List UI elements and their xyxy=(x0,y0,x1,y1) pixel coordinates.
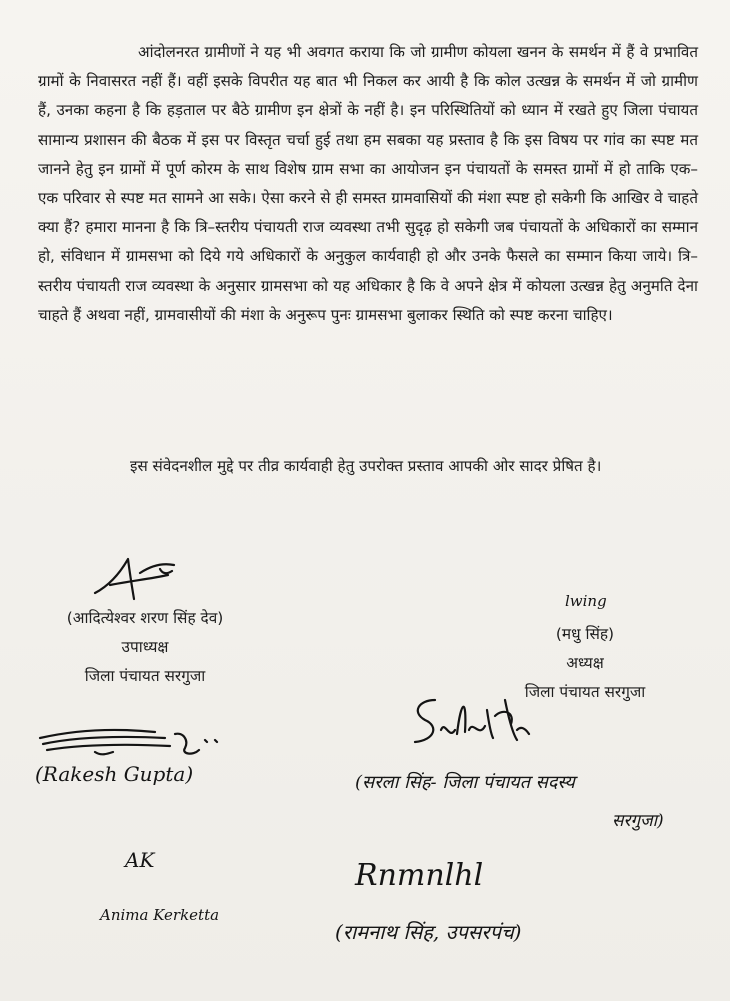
paragraph-1: आंदोलनरत ग्रामीणों ने यह भी अवगत कराया कि जो ग्रामीण कोयला खनन के समर्थन में हैं वे प्रभावित ग्रामों के निवासरत नहीं हैं। वहीं इसके विपरीत यह बात भी निकल कर आयी है कि कोल उत्खन्न के समर्थन में जो ग्रामीण हैं, उनका कहना है कि हड़ताल पर बैठे ग्रामीण इन क्षेत्रों के नहीं है। इन परिस्थितियों को ध्यान में रखते हुए जिला पंचायत सामान्य प्रशासन की बैठक में इस पर विस्तृत चर्चा हुई तथा हम सबका यह प्रस्ताव है कि इस विषय पर गांव का स्पष्ट मत जानने हेतु इन ग्रामों में पूर्ण कोरम के साथ विशेष ग्राम सभा का आयोजन इन पंचायतों के समस्त ग्रामों में हो ताकि एक–एक परिवार से स्पष्ट मत सामने आ सके। ऐसा करने से ही समस्त ग्रामवासियों की मंशा स्पष्ट हो सकेगी कि आखिर वे चाहते क्या हैं? हमारा मानना है कि त्रि–स्तरीय पंचायती राज व्यवस्था तभी सुदृढ़ हो सकेगी जब पंचायतों के अधिकारों का सम्मान हो, संविधान में ग्रामसभा को दिये गये अधिकारों के अनुकुल कार्यवाही हो और उनके फैसले का सम्मान किया जाये। त्रि–स्तरीय पंचायती राज व्यवस्था के अनुसार ग्रामसभा को यह अधिकार है कि वे अपने क्षेत्र में कोयला उत्खन्न हेतु अनुमति देना चाहते हैं अथवा नहीं, ग्रामवासीयों की मंशा के अनुरूप पुनः ग्रामसभा बुलाकर स्थिति को स्पष्ट करना चाहिए। xyxy=(38,43,698,324)
paragraph-2: इस संवेदनशील मुद्दे पर तीव्र कार्यवाही हेतु उपरोक्त प्रस्ताव आपकी ओर सादर प्रेषित है। xyxy=(130,457,602,475)
ramnath-signature: Rnmnlhl xyxy=(355,858,484,893)
ramnath-name: (रामनाथ सिंह, उपसरपंच) xyxy=(335,920,522,944)
vice-president-signature xyxy=(90,555,200,605)
president-name: (मधु सिंह) xyxy=(555,625,615,643)
sarla-name-line1: (सरला सिंह- जिला पंचायत सदस्य xyxy=(355,772,575,793)
letter-body xyxy=(38,38,698,330)
president-office: जिला पंचायत सरगुजा xyxy=(524,683,646,701)
sarla-signature xyxy=(405,690,535,760)
president-signature: lwing xyxy=(565,592,607,610)
sarla-name-line2: सरगुजा) xyxy=(612,811,664,831)
vice-president-office: जिला पंचायत सरगुजा xyxy=(84,667,206,685)
rakesh-signature xyxy=(35,718,225,763)
vice-president-name: (आदित्येश्वर शरण सिंह देव) xyxy=(66,609,224,627)
anima-name: Anima Kerketta xyxy=(100,906,220,924)
president-designation: अध्यक्ष xyxy=(566,654,604,672)
anima-initials: AK xyxy=(125,848,155,872)
vice-president-designation: उपाध्यक्ष xyxy=(121,638,169,656)
vice-president-block xyxy=(30,604,260,691)
rakesh-name: (Rakesh Gupta) xyxy=(35,762,194,786)
